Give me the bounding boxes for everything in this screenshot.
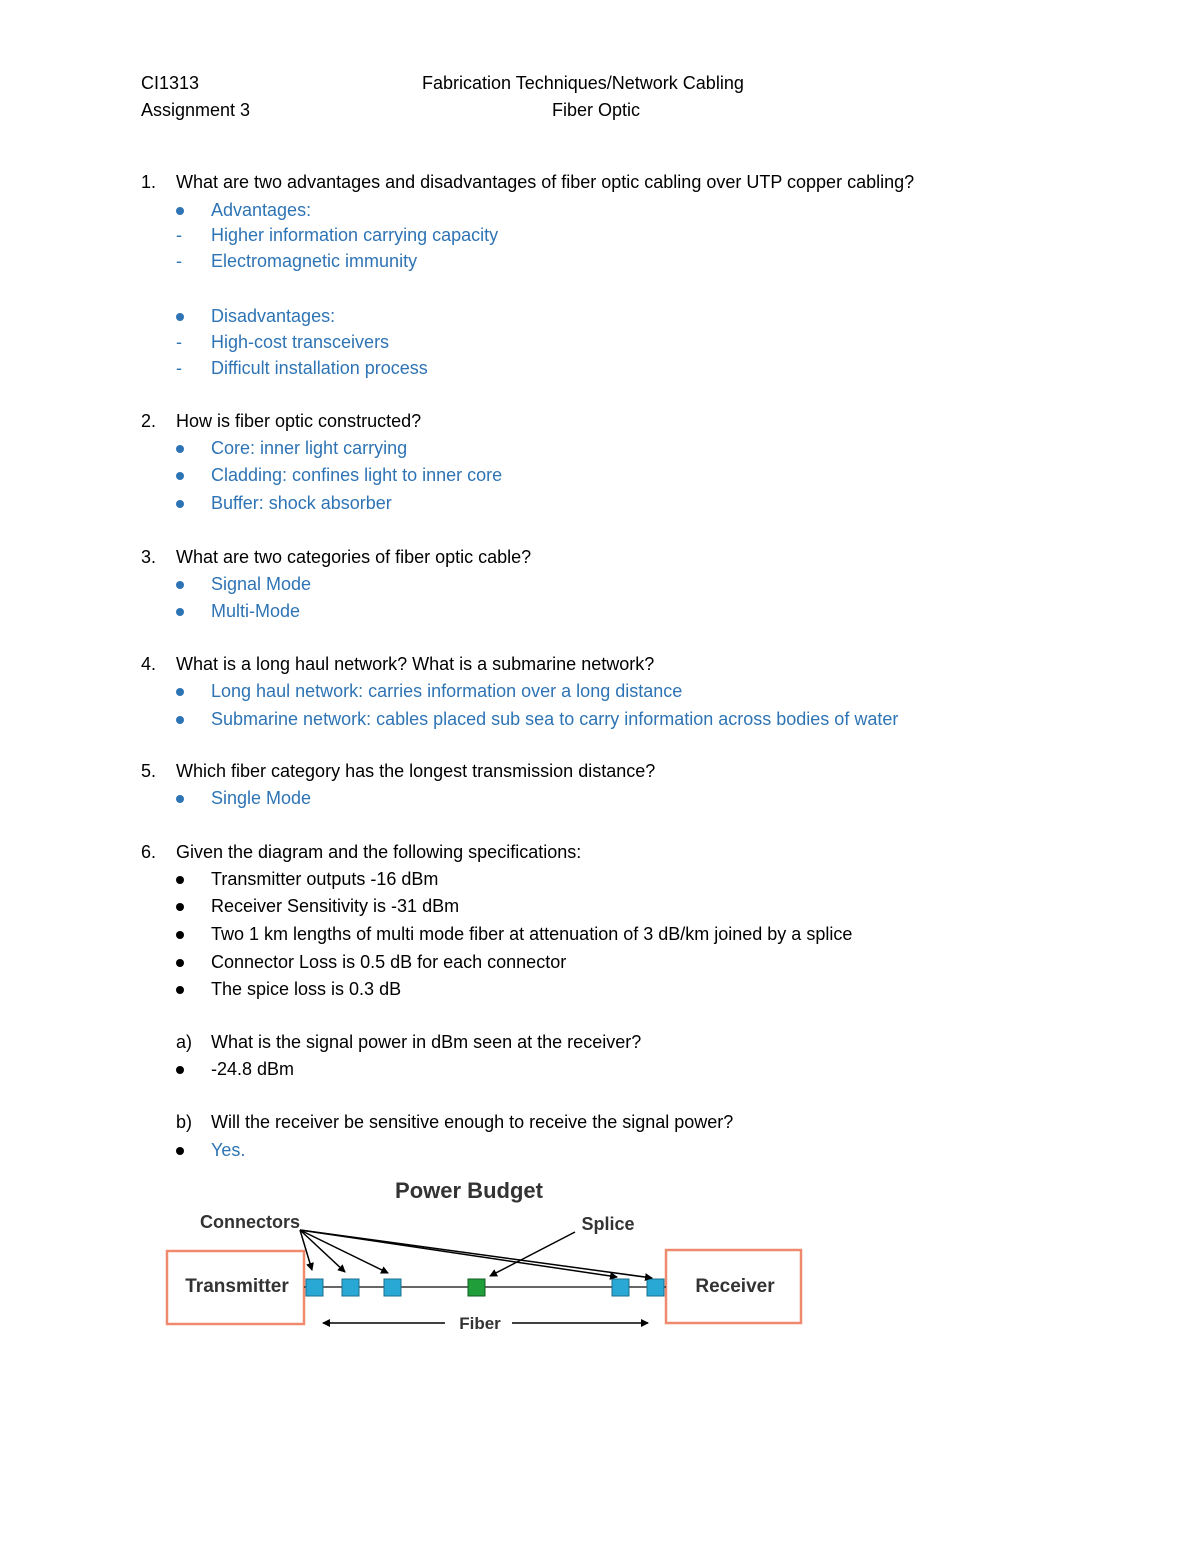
connector xyxy=(384,1279,401,1296)
splice-label: Splice xyxy=(581,1214,635,1234)
sub-question-label: a) xyxy=(176,1032,193,1052)
list-item: Buffer: shock absorber xyxy=(211,493,392,513)
list-item: Connector Loss is 0.5 dB for each connector xyxy=(211,952,567,972)
sub-question-label: b) xyxy=(176,1112,193,1132)
question-number: 6. xyxy=(141,842,157,862)
list-item: Electromagnetic immunity xyxy=(211,251,418,271)
question-number: 5. xyxy=(141,761,157,781)
diagram-title: Power Budget xyxy=(395,1178,543,1203)
question-text: Which fiber category has the longest transmission distance? xyxy=(176,761,656,781)
list-item: Advantages: xyxy=(211,200,312,220)
question-text: What is a long haul network? What is a submarine network? xyxy=(176,654,655,674)
question-text: What are two categories of fiber optic cable? xyxy=(176,547,532,567)
list-item: Disadvantages: xyxy=(211,306,336,326)
connectors-label: Connectors xyxy=(199,1212,301,1232)
question-number: 3. xyxy=(141,547,157,567)
question-number: 1. xyxy=(141,172,157,192)
splice xyxy=(468,1279,485,1296)
connector xyxy=(342,1279,359,1296)
fiber-label: Fiber xyxy=(459,1314,501,1333)
dash-icon: - xyxy=(176,358,182,378)
connector xyxy=(612,1279,629,1296)
list-item: Multi-Mode xyxy=(211,601,301,621)
list-item: Signal Mode xyxy=(211,574,312,594)
sub-question-text: What is the signal power in dBm seen at the receiver? xyxy=(211,1032,642,1052)
list-item: Difficult installation process xyxy=(211,358,428,378)
connector xyxy=(306,1279,323,1296)
list-item: Cladding: confines light to inner core xyxy=(211,465,503,485)
list-item: Core: inner light carrying xyxy=(211,438,408,458)
list-item: The spice loss is 0.3 dB xyxy=(211,979,402,999)
transmitter-label: Transmitter xyxy=(185,1276,289,1297)
subject-title: Fabrication Techniques/Network Cabling xyxy=(422,73,744,93)
list-item: High-cost transceivers xyxy=(211,332,390,352)
list-item: Two 1 km lengths of multi mode fiber at attenuation of 3 dB/km joined by a splice xyxy=(211,924,853,944)
list-item: -24.8 dBm xyxy=(211,1059,295,1079)
list-item: Yes. xyxy=(211,1140,246,1160)
connector xyxy=(647,1279,664,1296)
question-text: How is fiber optic constructed? xyxy=(176,411,422,431)
connector-arrow xyxy=(300,1230,652,1278)
dash-icon: - xyxy=(176,332,182,352)
list-item: Transmitter outputs -16 dBm xyxy=(211,869,439,889)
list-item: Higher information carrying capacity xyxy=(211,225,499,245)
receiver-label: Receiver xyxy=(695,1276,775,1297)
list-item: Single Mode xyxy=(211,788,312,808)
list-item: Long haul network: carries information over a long distance xyxy=(211,681,683,701)
question-number: 2. xyxy=(141,411,157,431)
topic-title: Fiber Optic xyxy=(552,100,641,120)
dash-icon: - xyxy=(176,225,182,245)
question-text: Given the diagram and the following specifications: xyxy=(176,842,582,862)
question-text: What are two advantages and disadvantages of fiber optic cabling over UTP copper cabling? xyxy=(176,172,915,192)
assignment-label: Assignment 3 xyxy=(141,100,251,120)
course-code: CI1313 xyxy=(141,73,200,93)
sub-question-text: Will the receiver be sensitive enough to receive the signal power? xyxy=(211,1112,734,1132)
list-item: Receiver Sensitivity is -31 dBm xyxy=(211,896,460,916)
list-item: Submarine network: cables placed sub sea to carry information across bodies of water xyxy=(211,709,899,729)
dash-icon: - xyxy=(176,251,182,271)
question-number: 4. xyxy=(141,654,157,674)
